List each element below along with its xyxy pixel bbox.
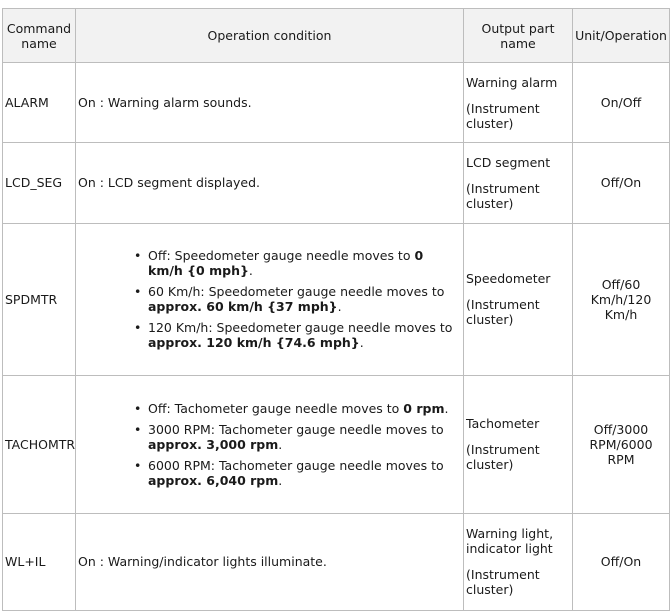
output-part-cell (464, 143, 573, 223)
table-row (3, 513, 670, 610)
condition-text: On : Warning alarm sounds. (78, 95, 252, 111)
unit-operation-cell: Off/On (573, 143, 670, 223)
header-operation-condition: Operation condition (76, 9, 464, 63)
output-part-name: LCD segment (466, 154, 551, 170)
bullet-dot-icon: • (134, 284, 142, 300)
table-row (3, 63, 670, 143)
bullet-value: approx. 6,040 rpm (148, 472, 279, 488)
operation-condition-cell (76, 223, 464, 376)
command-name-cell: ALARM (3, 63, 76, 143)
output-part-name: Warning light, indicator light (466, 526, 554, 557)
condition-bullet (134, 400, 461, 416)
unit-operation-cell: Off/60 Km/h/120 Km/h (573, 223, 670, 376)
command-name-cell: SPDMTR (3, 223, 76, 376)
condition-text: On : Warning/indicator lights illuminate. (78, 554, 327, 570)
output-part-name: Speedometer (466, 271, 551, 287)
header-output-part-name: Output part name (464, 9, 573, 63)
output-part-location: (Instrument cluster) (466, 442, 540, 473)
command-table (2, 8, 670, 611)
output-part-location: (Instrument cluster) (466, 567, 540, 598)
output-part-cell (464, 223, 573, 376)
bullet-dot-icon: • (134, 421, 142, 437)
output-part-cell (464, 63, 573, 143)
condition-bullet (134, 421, 461, 452)
command-name-cell: TACHOMTR (3, 376, 76, 514)
unit-operation-cell: Off/On (573, 513, 670, 610)
condition-bullet (134, 284, 461, 315)
output-part-location: (Instrument cluster) (466, 297, 540, 328)
condition-bullet-list (78, 401, 461, 488)
bullet-text: 120 Km/h: Speedometer gauge needle moves to (148, 320, 453, 336)
header-command-name: Command name (3, 9, 76, 63)
bullet-end: . (248, 263, 253, 279)
operation-condition-cell (76, 376, 464, 514)
condition-text: On : LCD segment displayed. (78, 175, 260, 191)
bullet-text: Off: Tachometer gauge needle moves to (148, 400, 404, 416)
condition-bullet (134, 457, 461, 488)
bullet-dot-icon: • (134, 400, 142, 416)
bullet-end: . (278, 472, 283, 488)
bullet-text: 3000 RPM: Tachometer gauge needle moves to (148, 421, 444, 437)
bullet-dot-icon: • (134, 320, 142, 336)
table-row (3, 223, 670, 376)
header-row (3, 9, 670, 63)
bullet-text: 6000 RPM: Tachometer gauge needle moves to (148, 457, 444, 473)
bullet-end: . (337, 299, 342, 315)
output-part-location: (Instrument cluster) (466, 100, 540, 131)
bullet-end: . (278, 436, 283, 452)
operation-condition-cell (76, 63, 464, 143)
bullet-dot-icon: • (134, 457, 142, 473)
bullet-end: . (359, 335, 364, 351)
header-unit-operation: Unit/Operation (573, 9, 670, 63)
command-name-cell: LCD_SEG (3, 143, 76, 223)
bullet-value: 0 km/h {0 mph} (148, 248, 424, 279)
bullet-text: Off: Speedometer gauge needle moves to (148, 248, 415, 264)
table-row (3, 143, 670, 223)
bullet-value: approx. 60 km/h {37 mph} (148, 299, 338, 315)
output-part-name: Tachometer (466, 416, 540, 432)
bullet-value: 0 rpm (403, 400, 445, 416)
bullet-dot-icon: • (134, 248, 142, 264)
output-part-location: (Instrument cluster) (466, 180, 540, 211)
command-name-cell: WL+IL (3, 513, 76, 610)
unit-operation-cell: On/Off (573, 63, 670, 143)
condition-bullet-list (78, 248, 461, 350)
bullet-value: approx. 120 km/h {74.6 mph} (148, 335, 360, 351)
condition-bullet (134, 248, 461, 279)
unit-operation-cell: Off/3000 RPM/6000 RPM (573, 376, 670, 514)
operation-condition-cell (76, 513, 464, 610)
operation-condition-cell (76, 143, 464, 223)
output-part-cell (464, 376, 573, 514)
table-row (3, 376, 670, 514)
bullet-end: . (444, 400, 449, 416)
bullet-text: 60 Km/h: Speedometer gauge needle moves to (148, 284, 445, 300)
bullet-value: approx. 3,000 rpm (148, 436, 279, 452)
condition-bullet (134, 320, 461, 351)
output-part-cell (464, 513, 573, 610)
output-part-name: Warning alarm (466, 74, 558, 90)
